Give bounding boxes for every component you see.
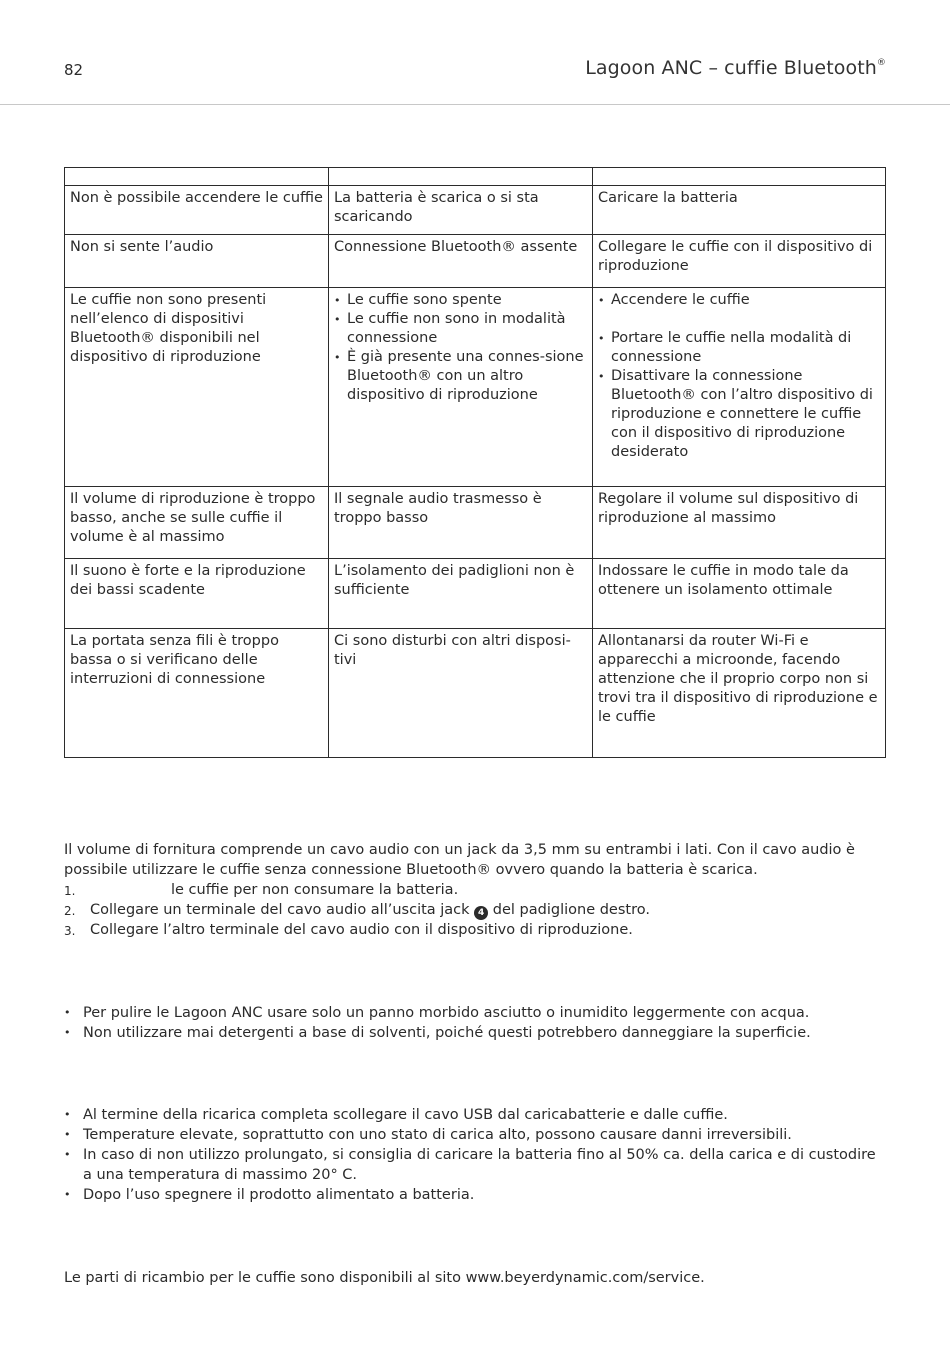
list-item: • Temperature elevate, soprattutto con uno stato di carica alto, possono causare danni irreversibili. — [64, 1125, 886, 1145]
solution-cell: Indossare le cuffie in modo tale da ottenere un isolamento ottimale — [593, 559, 886, 629]
document-title — [585, 57, 886, 79]
cause-cell — [329, 288, 593, 487]
header-cell-cause — [329, 168, 593, 186]
step-text: del padiglione destro. — [492, 902, 650, 918]
list-item — [64, 920, 886, 940]
spare-parts-section — [64, 1268, 886, 1288]
solution-cell — [593, 288, 886, 487]
step-number: 1. — [64, 884, 76, 898]
list-item — [64, 900, 886, 920]
header-cell-problem — [65, 168, 329, 186]
step-number: 3. — [64, 924, 76, 938]
table-header-row — [65, 168, 886, 186]
step-number: 2. — [64, 904, 76, 918]
table-row — [65, 487, 886, 559]
problem-cell: Il volume di riproduzione è troppo basso, anche se sulle cuffie il volume è al massimo — [65, 487, 329, 559]
list-item: • Non utilizzare mai detergenti a base di solventi, poiché questi potrebbero danneggiare la superficie. — [64, 1023, 886, 1043]
list-item — [64, 880, 886, 900]
list-item: • Le cuffie sono spente — [334, 291, 587, 310]
cause-cell: La batteria è scarica o si sta scaricando — [329, 186, 593, 235]
list-item: • Dopo l’uso spegnere il prodotto alimentato a batteria. — [64, 1185, 886, 1205]
list-item: • In caso di non utilizzo prolungato, si consiglia di caricare la batteria fino al 50% ca. della carica e di custodire a una temperatura di massimo 20° C. — [64, 1145, 886, 1185]
solution-cell: Collegare le cuffie con il dispositivo di riproduzione — [593, 235, 886, 288]
table-row — [65, 288, 886, 487]
step-text: le cuffie per non consumare la batteria. — [171, 882, 459, 898]
table-row — [65, 186, 886, 235]
cause-list — [334, 291, 587, 405]
table-row — [65, 235, 886, 288]
cleaning-list — [64, 1003, 886, 1043]
step-text: Collegare un terminale del cavo audio all’uscita jack — [90, 902, 470, 918]
problem-cell: La portata senza fili è troppo bassa o si verificano delle interruzioni di connessione — [65, 629, 329, 758]
cable-section — [64, 840, 886, 940]
registered-mark: ® — [876, 58, 886, 68]
header-divider — [0, 104, 950, 105]
battery-section — [64, 1105, 886, 1205]
problem-cell: Non è possibile accendere le cuffie — [65, 186, 329, 235]
problem-cell: Il suono è forte e la riproduzione dei bassi scadente — [65, 559, 329, 629]
cause-cell: Ci sono disturbi con altri disposi-tivi — [329, 629, 593, 758]
list-item: • È già presente una connes-sione Bluetooth® con un altro dispositivo di riproduzione — [334, 348, 587, 405]
table-row — [65, 629, 886, 758]
spare-parts-text: Le parti di ricambio per le cuffie sono disponibili al sito www.beyerdynamic.com/service. — [64, 1270, 705, 1286]
battery-list — [64, 1105, 886, 1205]
cable-steps — [64, 880, 886, 940]
list-item: • Disattivare la connessione Bluetooth® con l’altro dispositivo di riproduzione e connettere le cuffie con il dispositivo di riproduzione desiderato — [598, 367, 880, 462]
list-item: • Accendere le cuffie — [598, 291, 880, 310]
list-item: • Per pulire le Lagoon ANC usare solo un panno morbido asciutto o inumidito leggermente con acqua. — [64, 1003, 886, 1023]
title-text: Lagoon ANC – cuffie Bluetooth — [585, 57, 877, 79]
solution-cell: Caricare la batteria — [593, 186, 886, 235]
solution-list — [598, 291, 880, 462]
list-item: • Portare le cuffie nella modalità di connessione — [598, 329, 880, 367]
cause-cell: L’isolamento dei padiglioni non è sufficiente — [329, 559, 593, 629]
cable-intro: Il volume di fornitura comprende un cavo audio con un jack da 3,5 mm su entrambi i lati. Con il cavo audio è possibile utilizzare le cuffie senza connessione Bluetooth® ovvero quando la batteria è scarica. — [64, 842, 855, 878]
list-item: • Al termine della ricarica completa scollegare il cavo USB dal caricabatterie e dalle cuffie. — [64, 1105, 886, 1125]
table-row — [65, 559, 886, 629]
solution-cell: Allontanarsi da router Wi-Fi e apparecchi a microonde, facendo attenzione che il proprio corpo non si trovi tra il dispositivo di riproduzione e le cuffie — [593, 629, 886, 758]
problem-cell: Le cuffie non sono presenti nell’elenco di dispositivi Bluetooth® disponibili nel dispositivo di riproduzione — [65, 288, 329, 487]
cause-cell: Il segnale audio trasmesso è troppo basso — [329, 487, 593, 559]
page-number: 82 — [64, 61, 84, 79]
header-cell-solution — [593, 168, 886, 186]
cause-cell: Connessione Bluetooth® assente — [329, 235, 593, 288]
problem-cell: Non si sente l’audio — [65, 235, 329, 288]
list-item: • Le cuffie non sono in modalità connessione — [334, 310, 587, 348]
step-text: Collegare l’altro terminale del cavo audio con il dispositivo di riproduzione. — [90, 922, 633, 938]
solution-cell: Regolare il volume sul dispositivo di riproduzione al massimo — [593, 487, 886, 559]
jack-number-badge: 4 — [474, 906, 488, 920]
troubleshooting-table — [64, 167, 886, 758]
cleaning-section — [64, 1003, 886, 1043]
